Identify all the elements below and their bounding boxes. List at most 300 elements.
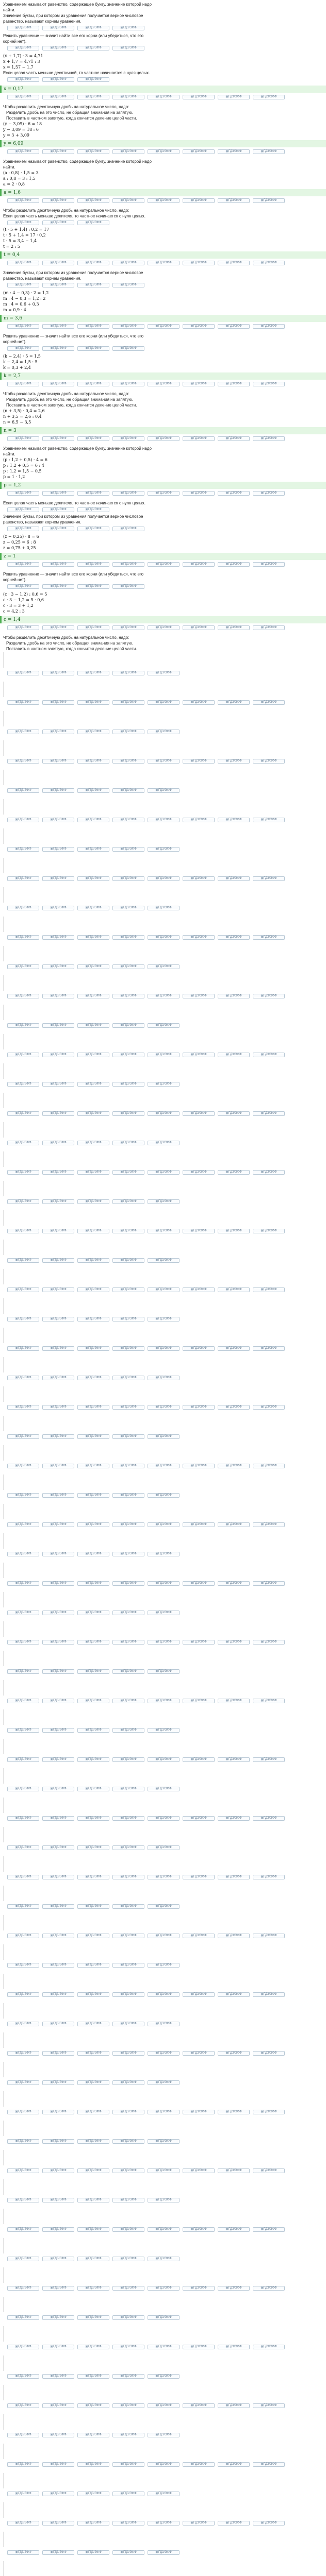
column-division-work bbox=[3, 2267, 315, 2283]
broken-image-icon: ▣ ГДЗ/ЭФФ bbox=[112, 935, 144, 940]
image-placeholder-row bbox=[7, 964, 319, 971]
broken-image-icon: ▣ ГДЗ/ЭФФ bbox=[253, 2168, 285, 2173]
column-division-work bbox=[3, 1798, 315, 1813]
broken-image-icon: ▣ ГДЗ/ЭФФ bbox=[218, 1287, 250, 1292]
broken-image-icon: ▣ ГДЗ/ЭФФ bbox=[7, 324, 39, 329]
answer-highlight: p = 1,2 bbox=[0, 482, 326, 489]
broken-image-icon: ▣ ГДЗ/ЭФФ bbox=[183, 1229, 215, 1233]
column-division-work bbox=[3, 2032, 315, 2048]
broken-image-icon: ▣ ГДЗ/ЭФФ bbox=[42, 1992, 74, 1997]
equation-step: c · 3 = 3 + 1,2 bbox=[3, 603, 34, 608]
broken-image-icon: ▣ ГДЗ/ЭФФ bbox=[42, 2315, 74, 2320]
broken-image-icon: ▣ ГДЗ/ЭФФ bbox=[148, 1934, 180, 1938]
broken-image-icon: ▣ ГДЗ/ЭФФ bbox=[183, 1287, 215, 1292]
broken-image-icon: ▣ ГДЗ/ЭФФ bbox=[77, 2257, 109, 2261]
image-placeholder-row bbox=[7, 1141, 319, 1147]
broken-image-icon: ▣ ГДЗ/ЭФФ bbox=[148, 1405, 180, 1410]
answer-highlight: y = 6,09 bbox=[0, 140, 326, 147]
broken-image-icon: ▣ ГДЗ/ЭФФ bbox=[148, 562, 180, 567]
broken-image-icon: ▣ ГДЗ/ЭФФ bbox=[77, 1963, 109, 1968]
column-division-work bbox=[3, 2091, 315, 2107]
broken-image-icon: ▣ ГДЗ/ЭФФ bbox=[7, 562, 39, 567]
broken-image-icon: ▣ ГДЗ/ЭФФ bbox=[7, 935, 39, 940]
broken-image-icon: ▣ ГДЗ/ЭФФ bbox=[253, 95, 285, 99]
equation-step: (y − 3,09) · 6 = 18 bbox=[3, 122, 42, 126]
broken-image-icon: ▣ ГДЗ/ЭФФ bbox=[183, 436, 215, 441]
broken-image-icon: ▣ ГДЗ/ЭФФ bbox=[112, 1728, 144, 1733]
broken-image-icon: ▣ ГДЗ/ЭФФ bbox=[148, 1287, 180, 1292]
broken-image-icon: ▣ ГДЗ/ЭФФ bbox=[218, 876, 250, 881]
broken-image-icon: ▣ ГДЗ/ЭФФ bbox=[7, 2462, 39, 2467]
image-placeholder-row bbox=[7, 527, 319, 533]
broken-image-icon: ▣ ГДЗ/ЭФФ bbox=[42, 1376, 74, 1380]
broken-image-icon: ▣ ГДЗ/ЭФФ bbox=[183, 1816, 215, 1821]
broken-image-icon: ▣ ГДЗ/ЭФФ bbox=[112, 2080, 144, 2085]
broken-image-icon: ▣ ГДЗ/ЭФФ bbox=[7, 1963, 39, 1968]
broken-image-icon: ▣ ГДЗ/ЭФФ bbox=[148, 2345, 180, 2349]
broken-image-icon: ▣ ГДЗ/ЭФФ bbox=[253, 382, 285, 386]
broken-image-icon: ▣ ГДЗ/ЭФФ bbox=[112, 730, 144, 734]
broken-image-icon: ▣ ГДЗ/ЭФФ bbox=[7, 1552, 39, 1556]
broken-image-icon: ▣ ГДЗ/ЭФФ bbox=[77, 1434, 109, 1439]
column-division-work bbox=[3, 1680, 315, 1696]
broken-image-icon: ▣ ГДЗ/ЭФФ bbox=[148, 1581, 180, 1586]
column-division-work bbox=[3, 770, 315, 785]
broken-image-icon: ▣ ГДЗ/ЭФФ bbox=[218, 491, 250, 496]
column-division-work bbox=[3, 2062, 315, 2077]
equation-step: p : 1,2 + 0,5 = 6 : 4 bbox=[3, 463, 44, 468]
broken-image-icon: ▣ ГДЗ/ЭФФ bbox=[183, 1699, 215, 1703]
broken-image-icon: ▣ ГДЗ/ЭФФ bbox=[7, 1346, 39, 1351]
broken-image-icon: ▣ ГДЗ/ЭФФ bbox=[112, 994, 144, 998]
broken-image-icon: ▣ ГДЗ/ЭФФ bbox=[77, 26, 109, 30]
broken-image-icon: ▣ ГДЗ/ЭФФ bbox=[7, 2550, 39, 2555]
rule-hint: Разделить дробь на это число, не обращая внимания на запятую. bbox=[6, 397, 134, 402]
broken-image-icon: ▣ ГДЗ/ЭФФ bbox=[218, 1170, 250, 1175]
broken-image-icon: ▣ ГДЗ/ЭФФ bbox=[218, 625, 250, 630]
broken-image-icon: ▣ ГДЗ/ЭФФ bbox=[42, 2550, 74, 2555]
image-placeholder-row bbox=[7, 2374, 319, 2380]
broken-image-icon: ▣ ГДЗ/ЭФФ bbox=[148, 2051, 180, 2056]
broken-image-icon: ▣ ГДЗ/ЭФФ bbox=[7, 1669, 39, 1674]
broken-image-icon: ▣ ГДЗ/ЭФФ bbox=[77, 1728, 109, 1733]
broken-image-icon: ▣ ГДЗ/ЭФФ bbox=[112, 2286, 144, 2291]
image-placeholder-row bbox=[7, 346, 319, 352]
broken-image-icon: ▣ ГДЗ/ЭФФ bbox=[7, 994, 39, 998]
image-placeholder-row bbox=[7, 198, 319, 205]
column-division-work bbox=[3, 682, 315, 697]
broken-image-icon: ▣ ГДЗ/ЭФФ bbox=[42, 2110, 74, 2114]
broken-image-icon: ▣ ГДЗ/ЭФФ bbox=[7, 1728, 39, 1733]
broken-image-icon: ▣ ГДЗ/ЭФФ bbox=[77, 1875, 109, 1879]
broken-image-icon: ▣ ГДЗ/ЭФФ bbox=[77, 1170, 109, 1175]
image-placeholder-row bbox=[7, 2492, 319, 2498]
broken-image-icon: ▣ ГДЗ/ЭФФ bbox=[218, 198, 250, 203]
broken-image-icon: ▣ ГДЗ/ЭФФ bbox=[77, 1405, 109, 1410]
broken-image-icon: ▣ ГДЗ/ЭФФ bbox=[148, 1464, 180, 1468]
broken-image-icon: ▣ ГДЗ/ЭФФ bbox=[42, 507, 74, 512]
broken-image-icon: ▣ ГДЗ/ЭФФ bbox=[112, 1493, 144, 1498]
image-placeholder-row bbox=[7, 2345, 319, 2351]
broken-image-icon: ▣ ГДЗ/ЭФФ bbox=[253, 625, 285, 630]
broken-image-icon: ▣ ГДЗ/ЭФФ bbox=[253, 562, 285, 567]
broken-image-icon: ▣ ГДЗ/ЭФФ bbox=[7, 2315, 39, 2320]
explanation-text: Чтобы разделить десятичную дробь на натуральное число, надо: bbox=[3, 208, 129, 213]
broken-image-icon: ▣ ГДЗ/ЭФФ bbox=[148, 2550, 180, 2555]
broken-image-icon: ▣ ГДЗ/ЭФФ bbox=[42, 1346, 74, 1351]
broken-image-icon: ▣ ГДЗ/ЭФФ bbox=[112, 1963, 144, 1968]
equation-step: k = 0,3 + 2,4 bbox=[3, 365, 31, 370]
broken-image-icon: ▣ ГДЗ/ЭФФ bbox=[183, 818, 215, 822]
broken-image-icon: ▣ ГДЗ/ЭФФ bbox=[77, 1376, 109, 1380]
broken-image-icon: ▣ ГДЗ/ЭФФ bbox=[77, 1640, 109, 1645]
equation-step: c · 3 − 1,2 = 5 · 0,6 bbox=[3, 598, 44, 602]
broken-image-icon: ▣ ГДЗ/ЭФФ bbox=[42, 2521, 74, 2526]
broken-image-icon: ▣ ГДЗ/ЭФФ bbox=[77, 584, 109, 589]
broken-image-icon: ▣ ГДЗ/ЭФФ bbox=[183, 759, 215, 764]
column-division-work bbox=[3, 1445, 315, 1461]
broken-image-icon: ▣ ГДЗ/ЭФФ bbox=[42, 2286, 74, 2291]
broken-image-icon: ▣ ГДЗ/ЭФФ bbox=[7, 95, 39, 99]
broken-image-icon: ▣ ГДЗ/ЭФФ bbox=[183, 261, 215, 265]
broken-image-icon: ▣ ГДЗ/ЭФФ bbox=[148, 935, 180, 940]
broken-image-icon: ▣ ГДЗ/ЭФФ bbox=[77, 149, 109, 154]
broken-image-icon: ▣ ГДЗ/ЭФФ bbox=[148, 700, 180, 705]
broken-image-icon: ▣ ГДЗ/ЭФФ bbox=[7, 1845, 39, 1850]
broken-image-icon: ▣ ГДЗ/ЭФФ bbox=[42, 818, 74, 822]
broken-image-icon: ▣ ГДЗ/ЭФФ bbox=[7, 700, 39, 705]
broken-image-icon: ▣ ГДЗ/ЭФФ bbox=[77, 1346, 109, 1351]
column-division-work bbox=[3, 2150, 315, 2165]
column-division-work bbox=[3, 1034, 315, 1049]
image-placeholder-row bbox=[7, 1258, 319, 1264]
broken-image-icon: ▣ ГДЗ/ЭФФ bbox=[112, 283, 144, 287]
broken-image-icon: ▣ ГДЗ/ЭФФ bbox=[77, 198, 109, 203]
image-placeholder-row bbox=[7, 1376, 319, 1382]
broken-image-icon: ▣ ГДЗ/ЭФФ bbox=[112, 2315, 144, 2320]
broken-image-icon: ▣ ГДЗ/ЭФФ bbox=[77, 625, 109, 630]
equation-step: (p : 1,2 + 0,5) · 4 = 6 bbox=[3, 457, 47, 462]
broken-image-icon: ▣ ГДЗ/ЭФФ bbox=[42, 1934, 74, 1938]
broken-image-icon: ▣ ГДЗ/ЭФФ bbox=[112, 1669, 144, 1674]
image-placeholder-row bbox=[7, 2168, 319, 2175]
explanation-text: Значение буквы, при котором из уравнения получается верное числовое bbox=[3, 13, 143, 18]
image-placeholder-row bbox=[7, 2550, 319, 2556]
broken-image-icon: ▣ ГДЗ/ЭФФ bbox=[7, 198, 39, 203]
column-division-work bbox=[3, 1915, 315, 1930]
broken-image-icon: ▣ ГДЗ/ЭФФ bbox=[218, 1699, 250, 1703]
broken-image-icon: ▣ ГДЗ/ЭФФ bbox=[7, 584, 39, 589]
broken-image-icon: ▣ ГДЗ/ЭФФ bbox=[148, 1111, 180, 1116]
broken-image-icon: ▣ ГДЗ/ЭФФ bbox=[7, 1904, 39, 1909]
broken-image-icon: ▣ ГДЗ/ЭФФ bbox=[7, 759, 39, 764]
broken-image-icon: ▣ ГДЗ/ЭФФ bbox=[77, 1581, 109, 1586]
broken-image-icon: ▣ ГДЗ/ЭФФ bbox=[183, 1170, 215, 1175]
broken-image-icon: ▣ ГДЗ/ЭФФ bbox=[112, 1640, 144, 1645]
broken-image-icon: ▣ ГДЗ/ЭФФ bbox=[77, 2403, 109, 2408]
broken-image-icon: ▣ ГДЗ/ЭФФ bbox=[77, 700, 109, 705]
broken-image-icon: ▣ ГДЗ/ЭФФ bbox=[148, 324, 180, 329]
broken-image-icon: ▣ ГДЗ/ЭФФ bbox=[253, 1875, 285, 1879]
image-placeholder-row bbox=[7, 935, 319, 941]
broken-image-icon: ▣ ГДЗ/ЭФФ bbox=[218, 562, 250, 567]
broken-image-icon: ▣ ГДЗ/ЭФФ bbox=[148, 1141, 180, 1145]
broken-image-icon: ▣ ГДЗ/ЭФФ bbox=[253, 1757, 285, 1762]
broken-image-icon: ▣ ГДЗ/ЭФФ bbox=[183, 1581, 215, 1586]
broken-image-icon: ▣ ГДЗ/ЭФФ bbox=[7, 2168, 39, 2173]
column-division-work bbox=[3, 2209, 315, 2224]
broken-image-icon: ▣ ГДЗ/ЭФФ bbox=[77, 2139, 109, 2144]
broken-image-icon: ▣ ГДЗ/ЭФФ bbox=[253, 198, 285, 203]
broken-image-icon: ▣ ГДЗ/ЭФФ bbox=[42, 283, 74, 287]
broken-image-icon: ▣ ГДЗ/ЭФФ bbox=[148, 2286, 180, 2291]
equation-step: p : 1,2 = 1,5 − 0,5 bbox=[3, 469, 42, 473]
broken-image-icon: ▣ ГДЗ/ЭФФ bbox=[253, 700, 285, 705]
broken-image-icon: ▣ ГДЗ/ЭФФ bbox=[77, 1053, 109, 1057]
broken-image-icon: ▣ ГДЗ/ЭФФ bbox=[112, 1258, 144, 1263]
broken-image-icon: ▣ ГДЗ/ЭФФ bbox=[148, 2110, 180, 2114]
broken-image-icon: ▣ ГДЗ/ЭФФ bbox=[7, 2257, 39, 2261]
broken-image-icon: ▣ ГДЗ/ЭФФ bbox=[148, 1053, 180, 1057]
broken-image-icon: ▣ ГДЗ/ЭФФ bbox=[42, 2139, 74, 2144]
broken-image-icon: ▣ ГДЗ/ЭФФ bbox=[7, 2227, 39, 2232]
broken-image-icon: ▣ ГДЗ/ЭФФ bbox=[112, 2345, 144, 2349]
broken-image-icon: ▣ ГДЗ/ЭФФ bbox=[183, 2403, 215, 2408]
broken-image-icon: ▣ ГДЗ/ЭФФ bbox=[148, 730, 180, 734]
broken-image-icon: ▣ ГДЗ/ЭФФ bbox=[218, 2168, 250, 2173]
broken-image-icon: ▣ ГДЗ/ЭФФ bbox=[253, 818, 285, 822]
broken-image-icon: ▣ ГДЗ/ЭФФ bbox=[42, 1611, 74, 1615]
image-placeholder-row bbox=[7, 2403, 319, 2410]
broken-image-icon: ▣ ГДЗ/ЭФФ bbox=[77, 2227, 109, 2232]
broken-image-icon: ▣ ГДЗ/ЭФФ bbox=[77, 2492, 109, 2496]
broken-image-icon: ▣ ГДЗ/ЭФФ bbox=[42, 1199, 74, 1204]
column-division-work bbox=[3, 711, 315, 726]
broken-image-icon: ▣ ГДЗ/ЭФФ bbox=[77, 2051, 109, 2056]
broken-image-icon: ▣ ГДЗ/ЭФФ bbox=[183, 2521, 215, 2526]
broken-image-icon: ▣ ГДЗ/ЭФФ bbox=[112, 1522, 144, 1527]
broken-image-icon: ▣ ГДЗ/ЭФФ bbox=[112, 1552, 144, 1556]
image-placeholder-row bbox=[7, 2080, 319, 2087]
broken-image-icon: ▣ ГДЗ/ЭФФ bbox=[77, 221, 109, 225]
column-division-work bbox=[3, 917, 315, 932]
broken-image-icon: ▣ ГДЗ/ЭФФ bbox=[112, 1757, 144, 1762]
broken-image-icon: ▣ ГДЗ/ЭФФ bbox=[148, 2168, 180, 2173]
broken-image-icon: ▣ ГДЗ/ЭФФ bbox=[183, 491, 215, 496]
broken-image-icon: ▣ ГДЗ/ЭФФ bbox=[112, 584, 144, 589]
image-placeholder-row bbox=[7, 95, 319, 101]
explanation-text: Чтобы разделить десятичную дробь на натуральное число, надо: bbox=[3, 635, 129, 640]
image-placeholder-row bbox=[7, 1082, 319, 1088]
broken-image-icon: ▣ ГДЗ/ЭФФ bbox=[7, 283, 39, 287]
broken-image-icon: ▣ ГДЗ/ЭФФ bbox=[7, 2198, 39, 2202]
broken-image-icon: ▣ ГДЗ/ЭФФ bbox=[112, 261, 144, 265]
explanation-text: Уравнением называют равенство, содержащее букву, значение которой надо bbox=[3, 2, 152, 7]
broken-image-icon: ▣ ГДЗ/ЭФФ bbox=[7, 1082, 39, 1087]
broken-image-icon: ▣ ГДЗ/ЭФФ bbox=[42, 46, 74, 50]
broken-image-icon: ▣ ГДЗ/ЭФФ bbox=[112, 1199, 144, 1204]
explanation-text: найти. bbox=[3, 165, 15, 170]
broken-image-icon: ▣ ГДЗ/ЭФФ bbox=[7, 46, 39, 50]
broken-image-icon: ▣ ГДЗ/ЭФФ bbox=[112, 149, 144, 154]
column-division-work bbox=[3, 1709, 315, 1725]
broken-image-icon: ▣ ГДЗ/ЭФФ bbox=[77, 1317, 109, 1321]
broken-image-icon: ▣ ГДЗ/ЭФФ bbox=[218, 436, 250, 441]
broken-image-icon: ▣ ГДЗ/ЭФФ bbox=[77, 730, 109, 734]
explanation-text: найти. bbox=[3, 8, 15, 12]
column-division-work bbox=[3, 2532, 315, 2547]
broken-image-icon: ▣ ГДЗ/ЭФФ bbox=[42, 876, 74, 881]
broken-image-icon: ▣ ГДЗ/ЭФФ bbox=[183, 2286, 215, 2291]
image-placeholder-row bbox=[7, 1992, 319, 1998]
broken-image-icon: ▣ ГДЗ/ЭФФ bbox=[148, 2227, 180, 2232]
broken-image-icon: ▣ ГДЗ/ЭФФ bbox=[77, 95, 109, 99]
explanation-text: Чтобы разделить десятичную дробь на натуральное число, надо: bbox=[3, 105, 129, 109]
broken-image-icon: ▣ ГДЗ/ЭФФ bbox=[112, 1287, 144, 1292]
broken-image-icon: ▣ ГДЗ/ЭФФ bbox=[7, 2374, 39, 2379]
broken-image-icon: ▣ ГДЗ/ЭФФ bbox=[218, 324, 250, 329]
broken-image-icon: ▣ ГДЗ/ЭФФ bbox=[253, 1053, 285, 1057]
broken-image-icon: ▣ ГДЗ/ЭФФ bbox=[7, 2080, 39, 2085]
broken-image-icon: ▣ ГДЗ/ЭФФ bbox=[183, 876, 215, 881]
image-placeholder-row bbox=[7, 1904, 319, 1910]
rule-hint: Поставить в частном запятую, когда кончится деление целой части. bbox=[6, 116, 137, 121]
image-placeholder-row bbox=[7, 1023, 319, 1029]
image-placeholder-row bbox=[7, 2227, 319, 2233]
broken-image-icon: ▣ ГДЗ/ЭФФ bbox=[148, 625, 180, 630]
answer-highlight: a = 1,6 bbox=[0, 189, 326, 196]
broken-image-icon: ▣ ГДЗ/ЭФФ bbox=[77, 964, 109, 969]
equation-step: z − 0,25 = 6 : 8 bbox=[3, 540, 36, 545]
broken-image-icon: ▣ ГДЗ/ЭФФ bbox=[148, 1023, 180, 1028]
explanation-text: Решить уравнение — значит найти все его корни (или убедиться, что его bbox=[3, 334, 144, 338]
broken-image-icon: ▣ ГДЗ/ЭФФ bbox=[218, 1346, 250, 1351]
broken-image-icon: ▣ ГДЗ/ЭФФ bbox=[112, 198, 144, 203]
equation-step: (k − 2,4) · 5 = 1,5 bbox=[3, 354, 41, 359]
broken-image-icon: ▣ ГДЗ/ЭФФ bbox=[42, 1728, 74, 1733]
broken-image-icon: ▣ ГДЗ/ЭФФ bbox=[112, 847, 144, 852]
broken-image-icon: ▣ ГДЗ/ЭФФ bbox=[42, 730, 74, 734]
broken-image-icon: ▣ ГДЗ/ЭФФ bbox=[42, 149, 74, 154]
broken-image-icon: ▣ ГДЗ/ЭФФ bbox=[7, 2433, 39, 2437]
broken-image-icon: ▣ ГДЗ/ЭФФ bbox=[218, 1640, 250, 1645]
broken-image-icon: ▣ ГДЗ/ЭФФ bbox=[42, 221, 74, 225]
broken-image-icon: ▣ ГДЗ/ЭФФ bbox=[7, 1229, 39, 1233]
broken-image-icon: ▣ ГДЗ/ЭФФ bbox=[183, 1464, 215, 1468]
broken-image-icon: ▣ ГДЗ/ЭФФ bbox=[253, 1405, 285, 1410]
broken-image-icon: ▣ ГДЗ/ЭФФ bbox=[7, 1434, 39, 1439]
broken-image-icon: ▣ ГДЗ/ЭФФ bbox=[112, 1816, 144, 1821]
broken-image-icon: ▣ ГДЗ/ЭФФ bbox=[42, 382, 74, 386]
broken-image-icon: ▣ ГДЗ/ЭФФ bbox=[148, 1170, 180, 1175]
broken-image-icon: ▣ ГДЗ/ЭФФ bbox=[42, 346, 74, 351]
broken-image-icon: ▣ ГДЗ/ЭФФ bbox=[42, 1963, 74, 1968]
image-placeholder-row bbox=[7, 324, 319, 330]
broken-image-icon: ▣ ГДЗ/ЭФФ bbox=[148, 1346, 180, 1351]
broken-image-icon: ▣ ГДЗ/ЭФФ bbox=[218, 994, 250, 998]
broken-image-icon: ▣ ГДЗ/ЭФФ bbox=[7, 2286, 39, 2291]
column-division-work bbox=[3, 1944, 315, 1960]
broken-image-icon: ▣ ГДЗ/ЭФФ bbox=[7, 1023, 39, 1028]
broken-image-icon: ▣ ГДЗ/ЭФФ bbox=[77, 1493, 109, 1498]
broken-image-icon: ▣ ГДЗ/ЭФФ bbox=[112, 700, 144, 705]
broken-image-icon: ▣ ГДЗ/ЭФФ bbox=[7, 382, 39, 386]
broken-image-icon: ▣ ГДЗ/ЭФФ bbox=[253, 759, 285, 764]
equation-step: p = 1 · 1,2 bbox=[3, 474, 25, 479]
column-division-work bbox=[3, 652, 315, 668]
broken-image-icon: ▣ ГДЗ/ЭФФ bbox=[7, 436, 39, 441]
broken-image-icon: ▣ ГДЗ/ЭФФ bbox=[218, 1522, 250, 1527]
broken-image-icon: ▣ ГДЗ/ЭФФ bbox=[77, 491, 109, 496]
broken-image-icon: ▣ ГДЗ/ЭФФ bbox=[112, 527, 144, 531]
broken-image-icon: ▣ ГДЗ/ЭФФ bbox=[77, 1904, 109, 1909]
broken-image-icon: ▣ ГДЗ/ЭФФ bbox=[7, 1141, 39, 1145]
column-division-work bbox=[3, 2502, 315, 2518]
broken-image-icon: ▣ ГДЗ/ЭФФ bbox=[183, 1346, 215, 1351]
broken-image-icon: ▣ ГДЗ/ЭФФ bbox=[42, 2257, 74, 2261]
broken-image-icon: ▣ ГДЗ/ЭФФ bbox=[148, 2492, 180, 2496]
broken-image-icon: ▣ ГДЗ/ЭФФ bbox=[42, 491, 74, 496]
broken-image-icon: ▣ ГДЗ/ЭФФ bbox=[7, 1787, 39, 1791]
broken-image-icon: ▣ ГДЗ/ЭФФ bbox=[77, 2374, 109, 2379]
broken-image-icon: ▣ ГДЗ/ЭФФ bbox=[77, 507, 109, 512]
image-placeholder-row bbox=[7, 2462, 319, 2468]
broken-image-icon: ▣ ГДЗ/ЭФФ bbox=[112, 625, 144, 630]
broken-image-icon: ▣ ГДЗ/ЭФФ bbox=[253, 2521, 285, 2526]
broken-image-icon: ▣ ГДЗ/ЭФФ bbox=[218, 1875, 250, 1879]
explanation-text: Уравнением называют равенство, содержащее букву, значение которой надо bbox=[3, 446, 152, 451]
column-division-work bbox=[3, 1240, 315, 1255]
column-division-work bbox=[3, 1093, 315, 1108]
broken-image-icon: ▣ ГДЗ/ЭФФ bbox=[183, 700, 215, 705]
column-division-work bbox=[3, 1416, 315, 1431]
broken-image-icon: ▣ ГДЗ/ЭФФ bbox=[148, 2139, 180, 2144]
image-placeholder-row bbox=[7, 625, 319, 632]
explanation-text: Если целая часть меньше делителя, то частное начинается с нуля целых. bbox=[3, 214, 146, 218]
column-division-work bbox=[3, 2385, 315, 2400]
broken-image-icon: ▣ ГДЗ/ЭФФ bbox=[253, 2110, 285, 2114]
image-placeholder-row bbox=[7, 2139, 319, 2145]
broken-image-icon: ▣ ГДЗ/ЭФФ bbox=[77, 759, 109, 764]
image-placeholder-row bbox=[7, 2315, 319, 2321]
broken-image-icon: ▣ ГДЗ/ЭФФ bbox=[112, 1611, 144, 1615]
broken-image-icon: ▣ ГДЗ/ЭФФ bbox=[7, 964, 39, 969]
broken-image-icon: ▣ ГДЗ/ЭФФ bbox=[183, 935, 215, 940]
broken-image-icon: ▣ ГДЗ/ЭФФ bbox=[7, 149, 39, 154]
broken-image-icon: ▣ ГДЗ/ЭФФ bbox=[42, 562, 74, 567]
broken-image-icon: ▣ ГДЗ/ЭФФ bbox=[253, 436, 285, 441]
broken-image-icon: ▣ ГДЗ/ЭФФ bbox=[183, 625, 215, 630]
broken-image-icon: ▣ ГДЗ/ЭФФ bbox=[7, 1287, 39, 1292]
image-placeholder-row bbox=[7, 584, 319, 590]
broken-image-icon: ▣ ГДЗ/ЭФФ bbox=[7, 1581, 39, 1586]
broken-image-icon: ▣ ГДЗ/ЭФФ bbox=[183, 198, 215, 203]
broken-image-icon: ▣ ГДЗ/ЭФФ bbox=[218, 2521, 250, 2526]
equation-step: x = 1,57 − 1,7 bbox=[3, 65, 34, 70]
broken-image-icon: ▣ ГДЗ/ЭФФ bbox=[112, 2492, 144, 2496]
image-placeholder-row bbox=[7, 1640, 319, 1646]
broken-image-icon: ▣ ГДЗ/ЭФФ bbox=[7, 1111, 39, 1116]
broken-image-icon: ▣ ГДЗ/ЭФФ bbox=[77, 1464, 109, 1468]
broken-image-icon: ▣ ГДЗ/ЭФФ bbox=[148, 2521, 180, 2526]
broken-image-icon: ▣ ГДЗ/ЭФФ bbox=[148, 1904, 180, 1909]
image-placeholder-row bbox=[7, 2257, 319, 2263]
equation-step: (n + 3,5) · 0,4 = 2,6 bbox=[3, 409, 45, 413]
column-division-work bbox=[3, 2444, 315, 2459]
broken-image-icon: ▣ ГДЗ/ЭФФ bbox=[42, 2022, 74, 2026]
broken-image-icon: ▣ ГДЗ/ЭФФ bbox=[42, 1493, 74, 1498]
broken-image-icon: ▣ ГДЗ/ЭФФ bbox=[218, 2051, 250, 2056]
